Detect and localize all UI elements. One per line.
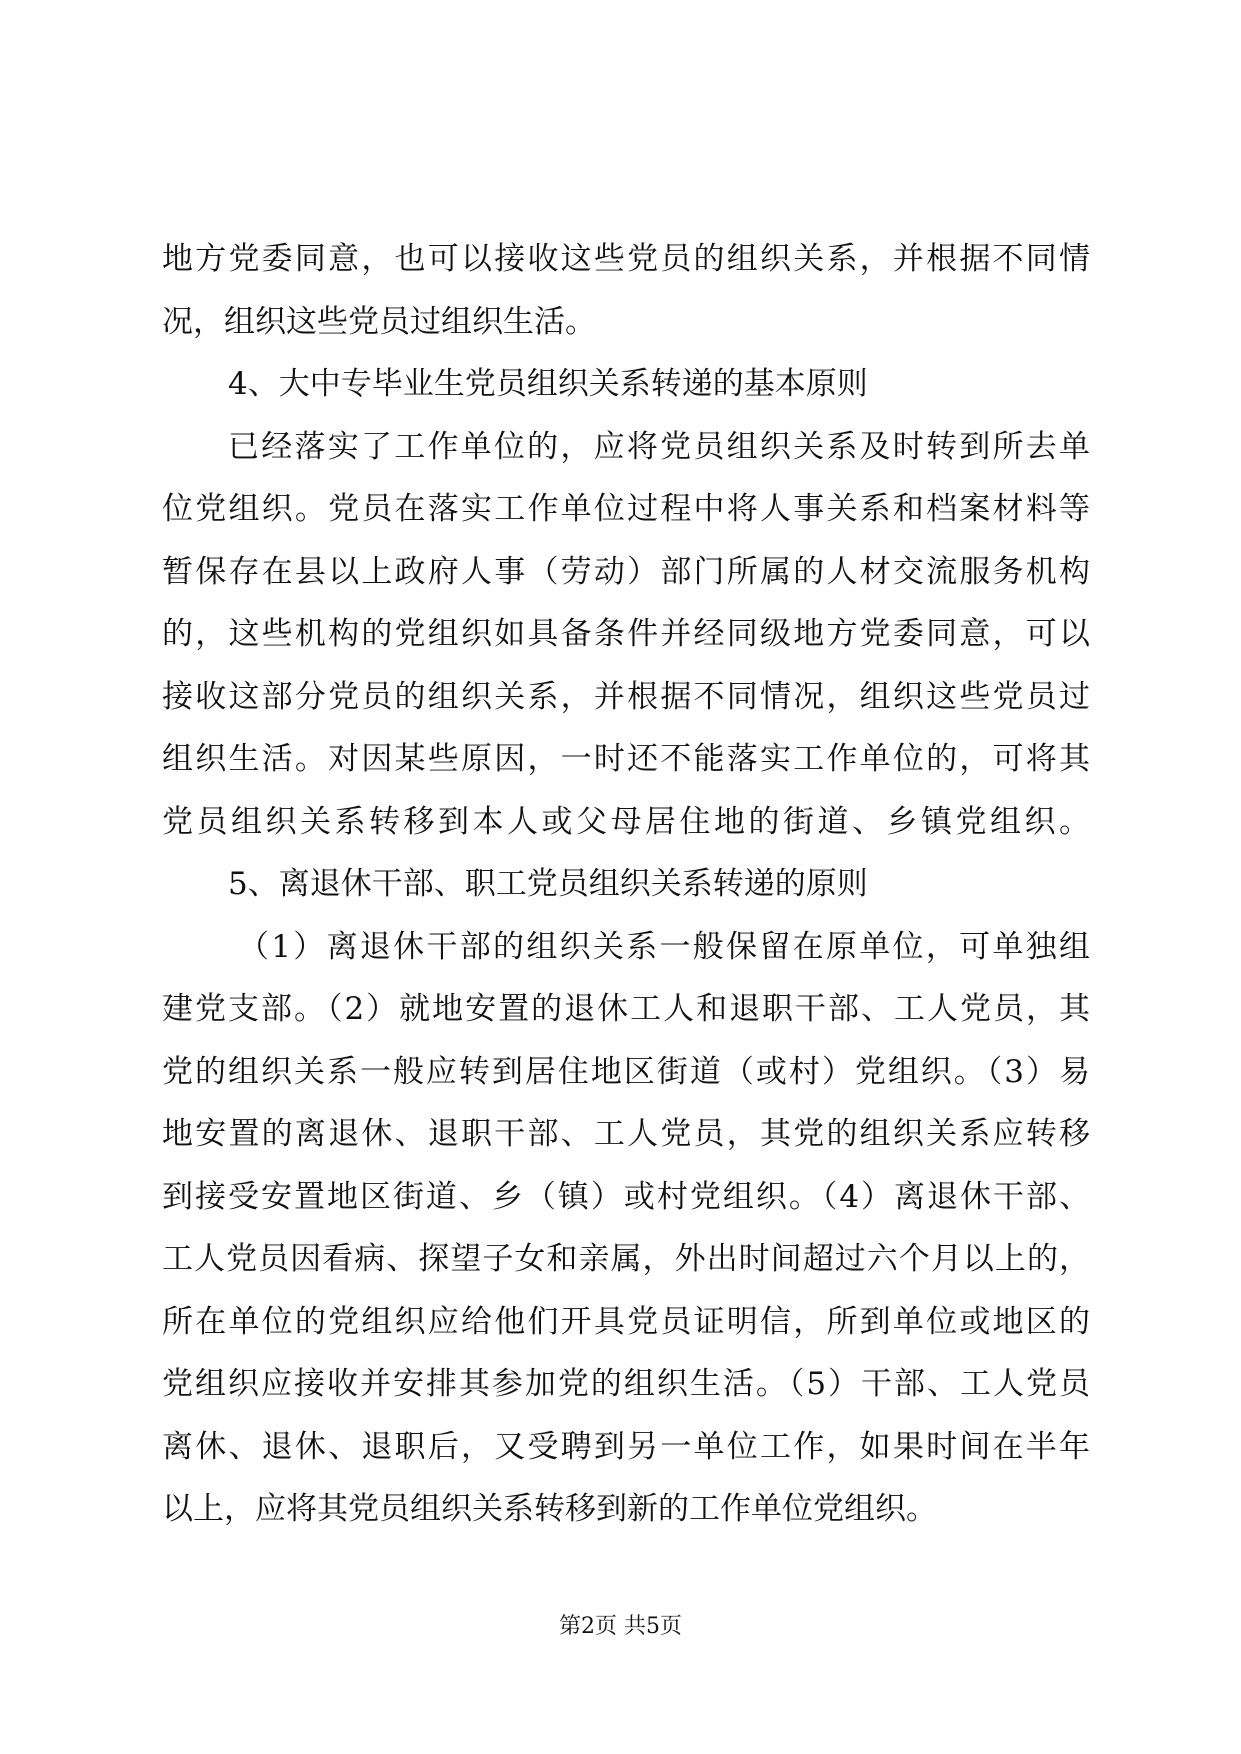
paragraph-line: 党员组织关系转移到本人或父母居住地的街道、乡镇党组织。 [162, 803, 1090, 840]
section-heading: 4、大中专毕业生党员组织关系转递的基本原则 [228, 366, 868, 402]
paragraph-line: 组织生活。对因某些原因，一时还不能落实工作单位的，可将其 [162, 741, 1090, 777]
paragraph-line: 位党组织。党员在落实工作单位过程中将人事关系和档案材料等 [162, 491, 1090, 527]
paragraph-line: 党的组织关系一般应转到居住地区街道（或村）党组织。（3）易 [162, 1053, 1090, 1090]
paragraph-line: 已经落实了工作单位的，应将党员组织关系及时转到所去单 [228, 428, 1090, 465]
paragraph-line: 离休、退休、退职后，又受聘到另一单位工作，如果时间在半年 [162, 1428, 1090, 1465]
paragraph-line: 以上，应将其党员组织关系转移到新的工作单位党组织。 [162, 1491, 937, 1527]
paragraph-line: 所在单位的党组织应给他们开具党员证明信，所到单位或地区的 [162, 1303, 1090, 1340]
page-footer: 第2页 共5页 [559, 1614, 682, 1639]
paragraph-line: 的，这些机构的党组织如具备条件并经同级地方党委同意，可以 [162, 616, 1090, 652]
paragraph-line: 地安置的离退休、退职干部、工人党员，其党的组织关系应转移 [162, 1116, 1090, 1152]
section-heading: 5、离退休干部、职工党员组织关系转递的原则 [228, 866, 868, 902]
paragraph-line: 建党支部。（2）就地安置的退休工人和退职干部、工人党员，其 [162, 991, 1090, 1027]
paragraph-line: （1）离退休干部的组织关系一般保留在原单位，可单独组 [238, 928, 1090, 965]
paragraph-line: 工人党员因看病、探望子女和亲属，外出时间超过六个月以上的， [162, 1241, 1090, 1277]
paragraph-line: 接收这部分党员的组织关系，并根据不同情况，组织这些党员过 [162, 678, 1090, 715]
paragraph-line: 况，组织这些党员过组织生活。 [162, 303, 596, 340]
paragraph-line: 暂保存在县以上政府人事（劳动）部门所属的人材交流服务机构 [162, 553, 1090, 590]
paragraph-line: 到接受安置地区街道、乡（镇）或村党组织。（4）离退休干部、 [162, 1178, 1090, 1215]
paragraph-line: 地方党委同意，也可以接收这些党员的组织关系，并根据不同情 [162, 241, 1090, 277]
paragraph-line: 党组织应接收并安排其参加党的组织生活。（5）干部、工人党员 [162, 1366, 1090, 1402]
document-body [162, 228, 1090, 1541]
